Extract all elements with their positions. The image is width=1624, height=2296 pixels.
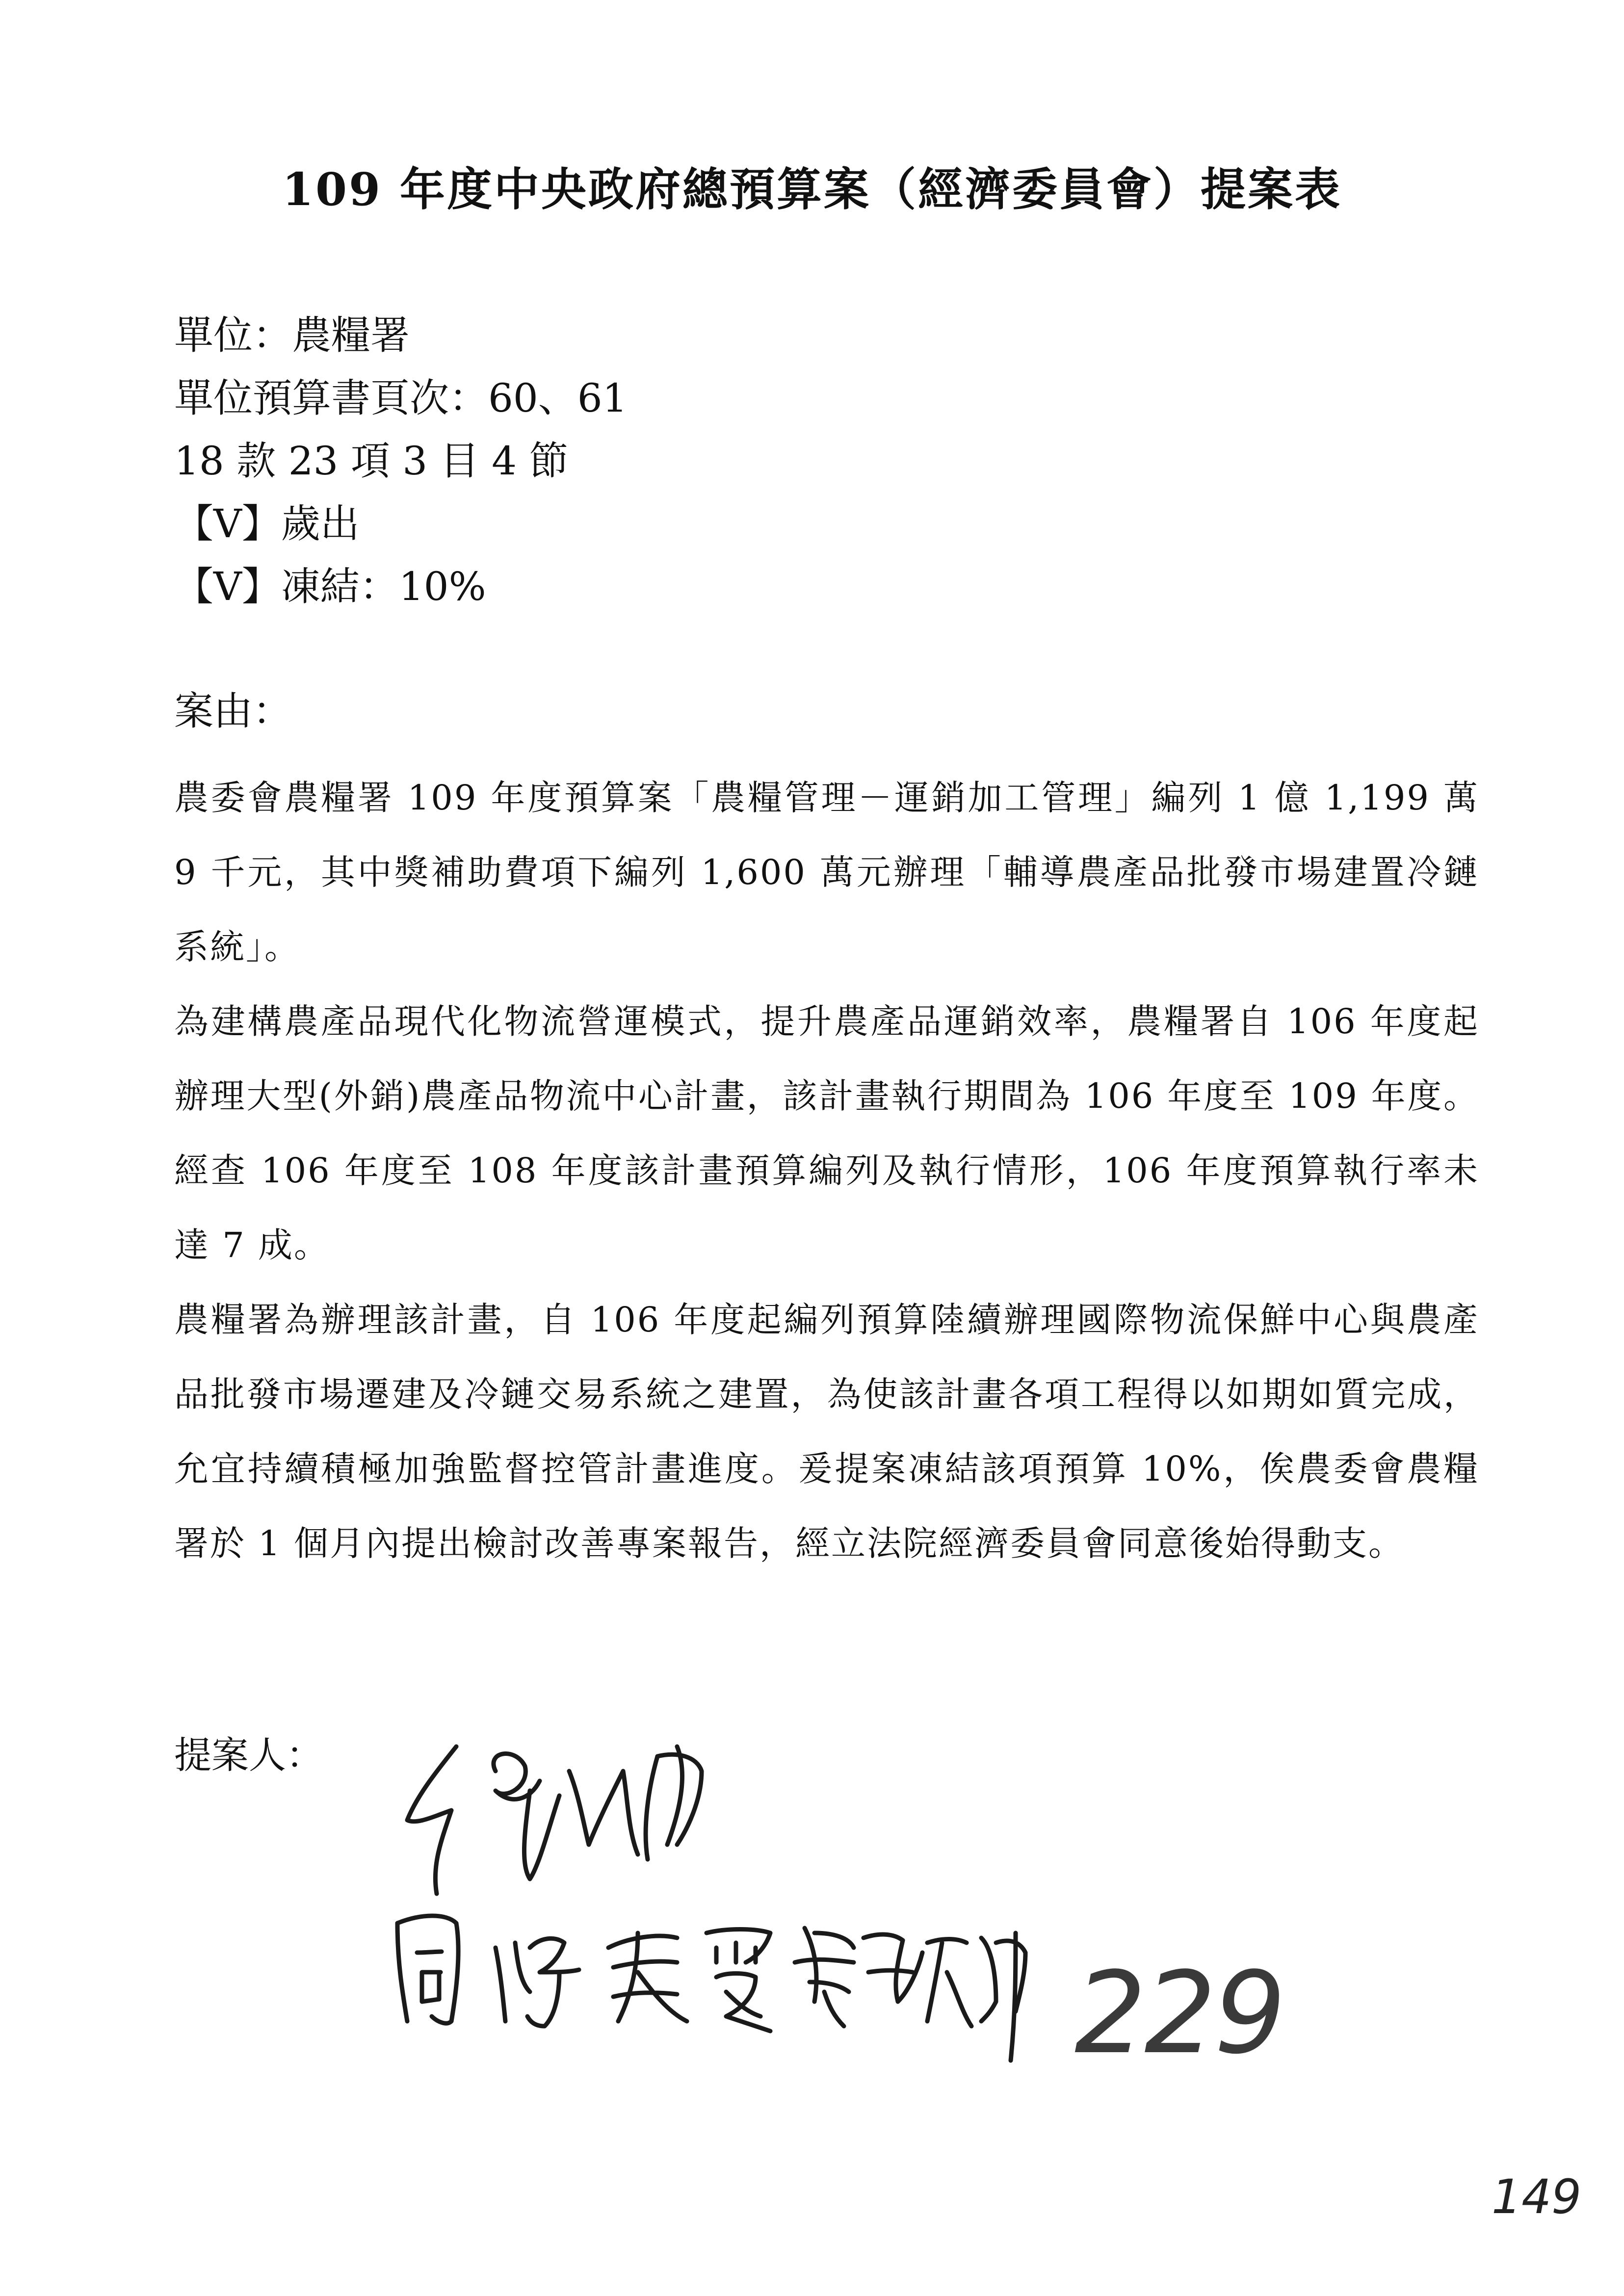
document-title: 109 年度中央政府總預算案（經濟委員會）提案表 <box>282 163 1342 216</box>
budget-item-line: 18 款 23 項 3 目 4 節 <box>174 438 569 484</box>
reason-paragraph: 為建構農產品現代化物流營運模式，提升農產品運銷效率，農糧署自 106 年度起辦理大型(外銷)農產品物流中心計畫，該計畫執行期間為 106 年度至 109 年度。經查 106 年度至 108 年度該計畫預算編列及執行情形，106 年度預算執行率未達 7 成。 <box>174 1001 1479 1265</box>
reason-body <box>174 760 1479 1581</box>
handwritten-number: 229 <box>1074 1948 1284 2079</box>
freeze-checkbox-line: 【V】凍結：10% <box>174 564 486 609</box>
document-meta <box>174 304 628 618</box>
reason-label: 案由： <box>174 688 292 734</box>
budget-pages-line: 單位預算書頁次：60、61 <box>174 375 628 421</box>
proposer-label: 提案人： <box>174 1733 323 1777</box>
reason-paragraph: 農糧署為辦理該計畫，自 106 年度起編列預算陸續辦理國際物流保鮮中心與農產品批發市場遷建及冷鏈交易系統之建置，為使該計畫各項工程得以如期如質完成，允宜持續積極加強監督控管計畫進度。爰提案凍結該項預算 10%，俟農委會農糧署於 1 個月內提出檢討改善專案報告，經立法院經濟委員會同意後始得動支。 <box>174 1300 1479 1564</box>
page-number: 149 <box>1492 2169 1582 2224</box>
expenditure-checkbox-line: 【V】歲出 <box>174 501 360 547</box>
unit-line: 單位：農糧署 <box>174 313 410 358</box>
reason-paragraph: 農委會農糧署 109 年度預算案「農糧管理－運銷加工管理」編列 1 億 1,199 萬 9 千元，其中獎補助費項下編列 1,600 萬元辦理「輔導農產品批發市場建置冷鏈系統」。 <box>174 778 1479 967</box>
